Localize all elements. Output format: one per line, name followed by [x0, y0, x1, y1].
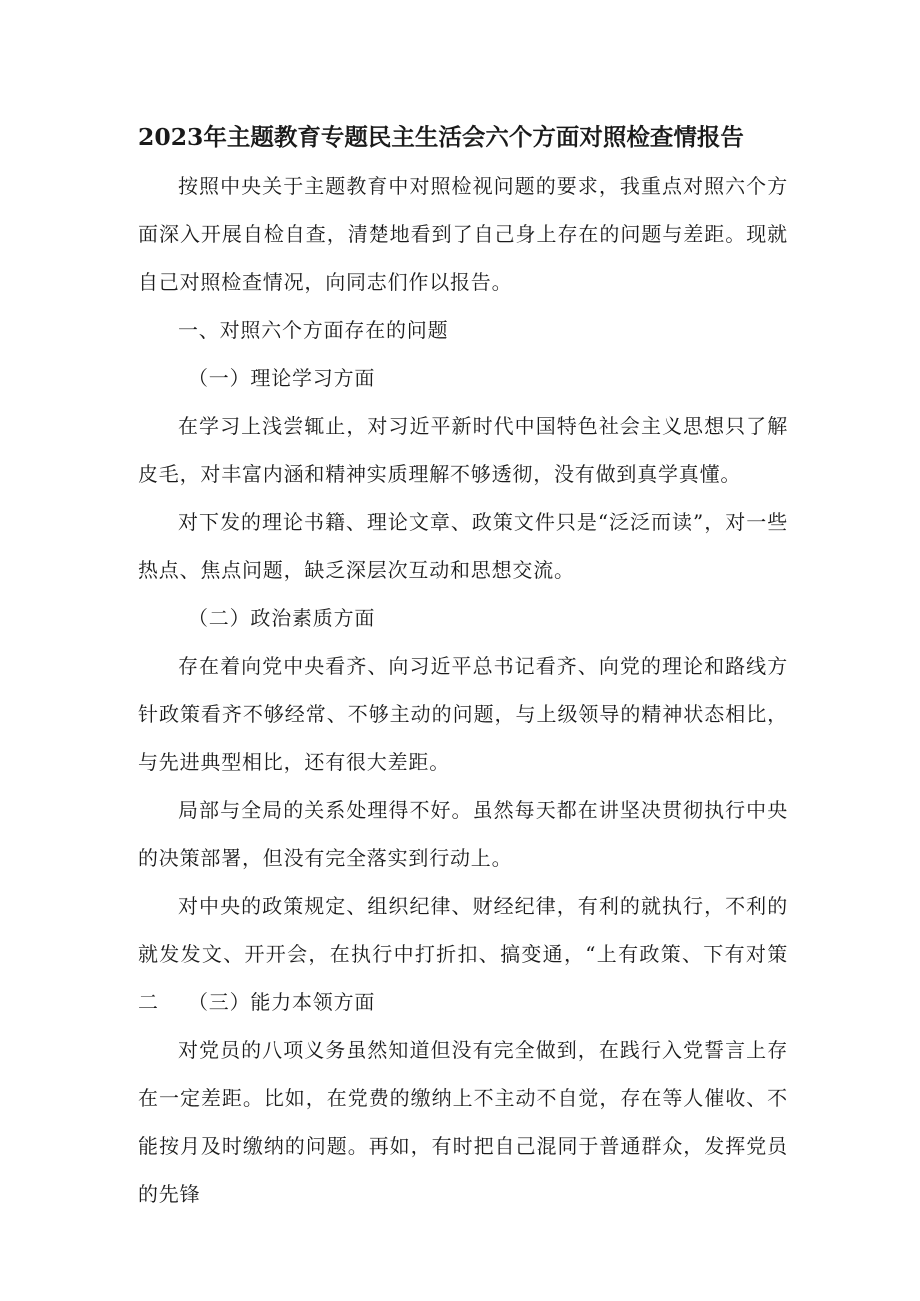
subsection-heading-theory: （一）理论学习方面: [188, 366, 376, 390]
subsection-heading-ability: （三）能力本领方面: [188, 990, 376, 1014]
document-title: 2023年主题教育专题民主生活会六个方面对照检查情报告: [138, 123, 744, 151]
politics-paragraph-3: 对中央的政策规定、组织纪律、财经纪律，有利的就执行，不利的就发发文、开开会，在执行中打折扣、搞变通，“上有政策、下有对策二: [138, 894, 788, 1014]
theory-paragraph-1: 在学习上浅尝辄止，对习近平新时代中国特色社会主义思想只了解皮毛，对丰富内涵和精神实质理解不够透彻，没有做到真学真懂。: [138, 414, 788, 486]
theory-paragraph-2: 对下发的理论书籍、理论文章、政策文件只是“泛泛而读”，对一些热点、焦点问题，缺乏深层次互动和思想交流。: [138, 510, 788, 582]
politics-paragraph-1: 存在着向党中央看齐、向习近平总书记看齐、向党的理论和路线方针政策看齐不够经常、不够主动的问题，与上级领导的精神状态相比，与先进典型相比，还有很大差距。: [138, 654, 788, 774]
politics-paragraph-2: 局部与全局的关系处理得不好。虽然每天都在讲坚决贯彻执行中央的决策部署，但没有完全落实到行动上。: [138, 798, 788, 870]
subsection-heading-politics: （二）政治素质方面: [188, 606, 376, 630]
section-heading-1: 一、对照六个方面存在的问题: [178, 318, 449, 342]
ability-paragraph-1: 对党员的八项义务虽然知道但没有完全做到，在践行入党誓言上存在一定差距。比如，在党费的缴纳上不主动不自觉，存在等人催收、不能按月及时缴纳的问题。再如，有时把自己混同于普通群众，发挥党员的先锋: [138, 1038, 788, 1206]
intro-paragraph: 按照中央关于主题教育中对照检视问题的要求，我重点对照六个方面深入开展自检自查，清楚地看到了自己身上存在的问题与差距。现就自己对照检查情况，向同志们作以报告。: [138, 174, 788, 294]
